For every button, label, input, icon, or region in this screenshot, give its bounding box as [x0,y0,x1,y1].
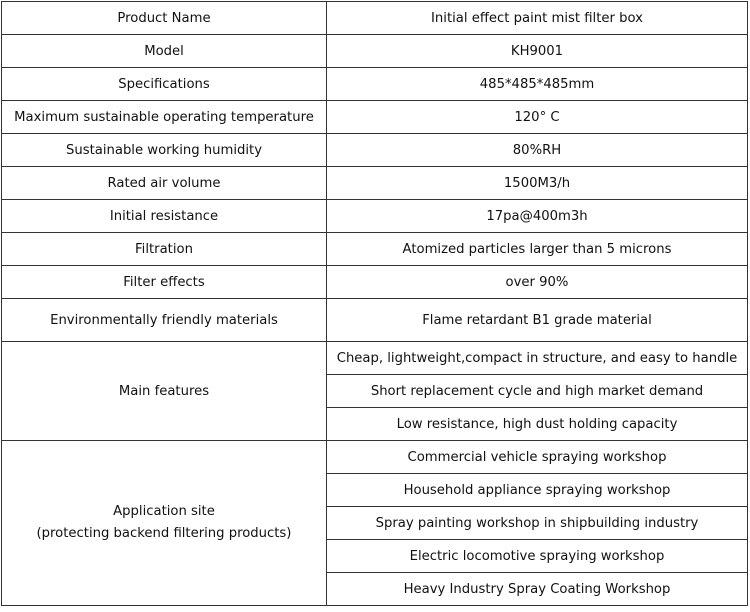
application-site-item: Spray painting workshop in shipbuilding industry [327,507,748,540]
row-value: Atomized particles larger than 5 microns [327,233,748,266]
table-row [2,68,748,101]
row-value: over 90% [327,266,748,299]
row-label: Initial resistance [2,200,327,233]
table-row [2,200,748,233]
table-row [2,233,748,266]
table-row [2,167,748,200]
application-site-item: Household appliance spraying workshop [327,474,748,507]
product-spec-table [1,1,748,606]
row-label: Product Name [2,2,327,35]
row-label: Rated air volume [2,167,327,200]
main-features-row [2,342,748,375]
row-value: 485*485*485mm [327,68,748,101]
row-value: 1500M3/h [327,167,748,200]
application-site-item: Commercial vehicle spraying workshop [327,441,748,474]
row-label: Specifications [2,68,327,101]
application-site-item: Heavy Industry Spray Coating Workshop [327,573,748,606]
main-features-label: Main features [2,342,327,441]
table-row [2,2,748,35]
row-value: KH9001 [327,35,748,68]
row-label: Sustainable working humidity [2,134,327,167]
application-site-item: Electric locomotive spraying workshop [327,540,748,573]
row-label: Environmentally friendly materials [2,299,327,342]
application-site-row [2,441,748,474]
table-row [2,299,748,342]
main-feature-item: Short replacement cycle and high market demand [327,375,748,408]
row-label: Model [2,35,327,68]
main-feature-item: Cheap, lightweight,compact in structure, and easy to handle [327,342,748,375]
table-row [2,134,748,167]
application-site-title: Application site [113,504,215,519]
table-row [2,266,748,299]
main-feature-item: Low resistance, high dust holding capacity [327,408,748,441]
row-value: Flame retardant B1 grade material [327,299,748,342]
application-site-subtitle: (protecting backend filtering products) [36,526,292,541]
row-label: Filter effects [2,266,327,299]
table-row [2,101,748,134]
application-site-label [2,441,327,606]
row-value: 80%RH [327,134,748,167]
table-row [2,35,748,68]
row-value: Initial effect paint mist filter box [327,2,748,35]
row-label: Filtration [2,233,327,266]
row-label: Maximum sustainable operating temperature [2,101,327,134]
row-value: 120° C [327,101,748,134]
row-value: 17pa@400m3h [327,200,748,233]
